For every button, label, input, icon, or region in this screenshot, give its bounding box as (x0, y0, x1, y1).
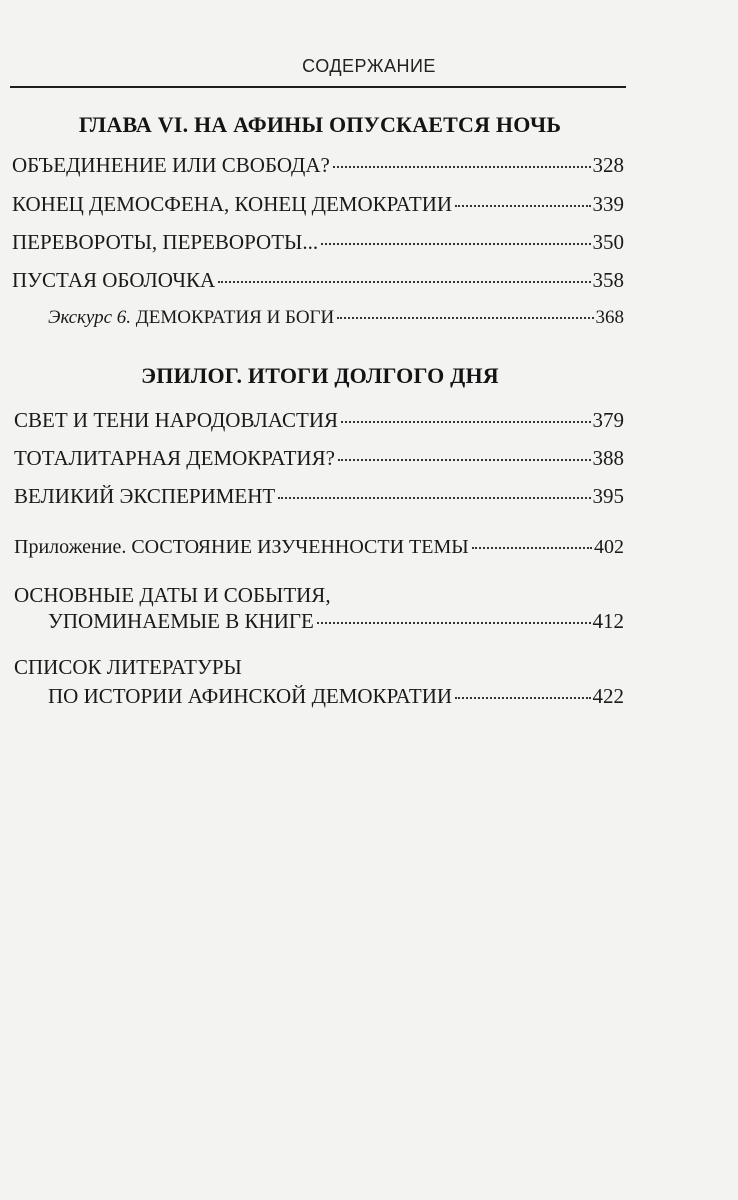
entry-title: СВЕТ И ТЕНИ НАРОДОВЛАСТИЯ (14, 408, 339, 432)
page-number: 422 (592, 684, 624, 708)
dot-leader (278, 497, 590, 499)
dot-leader (455, 205, 590, 207)
toc-entry (12, 230, 624, 255)
dot-leader (472, 547, 592, 549)
dot-leader (337, 317, 593, 319)
page-number: 402 (594, 536, 624, 558)
page-number: 412 (592, 609, 624, 633)
toc-entry (48, 684, 624, 709)
entry-title: ПЕРЕВОРОТЫ, ПЕРЕВОРОТЫ... (12, 230, 319, 254)
page-number: 395 (592, 484, 624, 508)
entry-title: ОБЪЕДИНЕНИЕ ИЛИ СВОБОДА? (12, 153, 330, 177)
entry-title: ТОТАЛИТАРНАЯ ДЕМОКРАТИЯ? (14, 446, 335, 470)
dot-leader (341, 421, 590, 423)
toc-entry-excursus (48, 307, 624, 329)
excursus-title: ДЕМОКРАТИЯ И БОГИ (135, 307, 335, 328)
page-number: 339 (592, 192, 624, 216)
running-head: СОДЕРЖАНИЕ (302, 56, 436, 76)
excursus-prefix: Экскурс 6. (48, 307, 132, 328)
page-number: 388 (592, 446, 624, 470)
dot-leader (317, 622, 591, 624)
entry-title: ВЕЛИКИЙ ЭКСПЕРИМЕНТ (14, 484, 276, 508)
toc-entry (12, 153, 624, 178)
entry-title (14, 536, 469, 559)
chapter-heading: ГЛАВА VI. НА АФИНЫ ОПУСКАЕТСЯ НОЧЬ (78, 112, 562, 137)
page-number: 328 (592, 153, 624, 177)
toc-entry (12, 192, 624, 217)
dot-leader (338, 459, 591, 461)
page-number: 368 (595, 307, 624, 328)
entry-title-line2: УПОМИНАЕМЫЕ В КНИГЕ (48, 609, 314, 633)
entry-title (48, 307, 334, 329)
header-rule (10, 86, 626, 88)
epilogue-heading: ЭПИЛОГ. ИТОГИ ДОЛГОГО ДНЯ (141, 363, 499, 388)
page-number: 358 (592, 268, 624, 292)
entry-title-line1: ОСНОВНЫЕ ДАТЫ И СОБЫТИЯ, (14, 583, 331, 607)
toc-entry (14, 446, 624, 471)
dot-leader (455, 697, 590, 699)
toc-entry (48, 609, 624, 634)
dot-leader (218, 281, 590, 283)
toc-entry-appendix (14, 536, 624, 559)
entry-title: ПУСТАЯ ОБОЛОЧКА (12, 268, 216, 292)
dot-leader (321, 243, 590, 245)
dot-leader (333, 166, 591, 168)
toc-entry (14, 484, 624, 509)
entry-title-line1: СПИСОК ЛИТЕРАТУРЫ (14, 655, 242, 679)
page-number: 379 (592, 408, 624, 432)
toc-entry (14, 408, 624, 433)
appendix-prefix: Приложение. (14, 536, 127, 558)
page-number: 350 (592, 230, 624, 254)
entry-title: КОНЕЦ ДЕМОСФЕНА, КОНЕЦ ДЕМОКРАТИИ (12, 192, 453, 216)
toc-entry (12, 268, 624, 293)
appendix-title: СОСТОЯНИЕ ИЗУЧЕННОСТИ ТЕМЫ (131, 536, 469, 558)
entry-title-line2: ПО ИСТОРИИ АФИНСКОЙ ДЕМОКРАТИИ (48, 684, 453, 708)
